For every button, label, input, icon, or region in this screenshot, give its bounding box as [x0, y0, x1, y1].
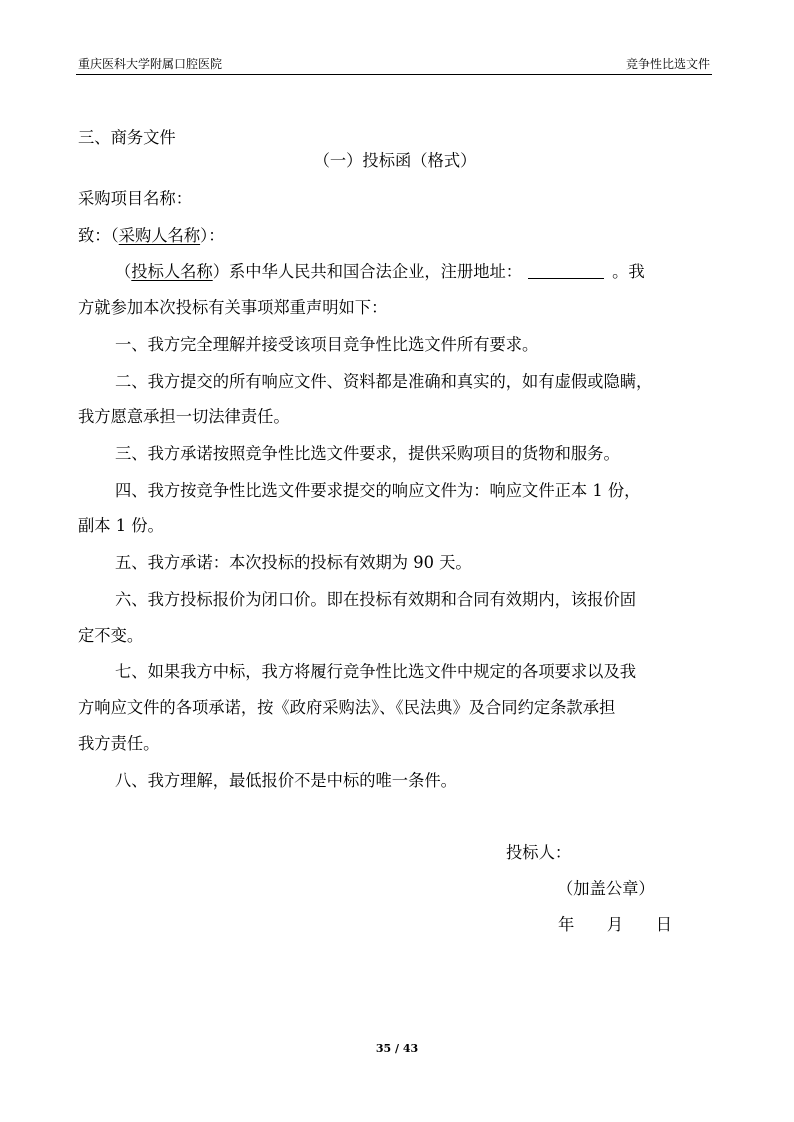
- item-six-line-1: 六、我方投标报价为闭口价。即在投标有效期和合同有效期内，该报价固: [115, 590, 637, 609]
- intro-text-1: ）系中华人民共和国合法企业，注册地址：: [212, 262, 523, 281]
- intro-text-2: 。我: [612, 262, 645, 281]
- header-divider: [76, 74, 712, 75]
- item-one: 一、我方完全理解并接受该项目竞争性比选文件所有要求。: [115, 335, 539, 354]
- item-five: 五、我方承诺：本次投标的投标有效期为 90 天。: [115, 553, 472, 572]
- item-two-line-1: 二、我方提交的所有响应文件、资料都是准确和真实的，如有虚假或隐瞒，: [115, 372, 653, 391]
- page-number: 35 / 43: [375, 1042, 419, 1055]
- intro-open-paren: （: [115, 262, 132, 281]
- item-seven-line-1: 七、如果我方中标，我方将履行竞争性比选文件中规定的各项要求以及我: [115, 662, 637, 681]
- item-four-line-1: 四、我方按竞争性比选文件要求提交的响应文件为：响应文件正本 1 份，: [115, 481, 641, 500]
- to-prefix: 致：（: [78, 226, 119, 245]
- date-line: 年 月 日: [558, 915, 672, 934]
- project-name-label: 采购项目名称：: [78, 189, 192, 208]
- intro-line-2: 方就参加本次投标有关事项郑重声明如下：: [78, 298, 388, 317]
- bidder-signature-label: 投标人：: [506, 843, 572, 862]
- to-suffix: ）：: [200, 226, 225, 245]
- item-seven-line-3: 我方责任。: [78, 734, 160, 753]
- bidder-name-placeholder: 投标人名称: [131, 262, 213, 281]
- header-hospital-name: 重庆医科大学附属口腔医院: [78, 57, 223, 71]
- address-blank: [528, 264, 604, 279]
- item-two-line-2: 我方愿意承担一切法律责任。: [78, 407, 290, 426]
- form-title: （一）投标函（格式）: [313, 151, 477, 170]
- item-three: 三、我方承诺按照竞争性比选文件要求，提供采购项目的货物和服务。: [115, 444, 620, 463]
- header-document-type: 竞争性比选文件: [625, 57, 710, 71]
- seal-note: （加盖公章）: [557, 879, 655, 898]
- item-eight: 八、我方理解，最低报价不是中标的唯一条件。: [115, 771, 457, 790]
- intro-line-1: [78, 262, 712, 282]
- purchaser-name-placeholder: 采购人名称: [118, 226, 201, 245]
- item-six-line-2: 定不变。: [78, 626, 144, 645]
- item-four-line-2: 副本 1 份。: [78, 516, 164, 535]
- item-seven-line-2: 方响应文件的各项承诺，按《政府采购法》、《民法典》及合同约定条款承担: [78, 698, 616, 717]
- section-title: 三、商务文件: [78, 128, 176, 147]
- to-line: [78, 226, 712, 246]
